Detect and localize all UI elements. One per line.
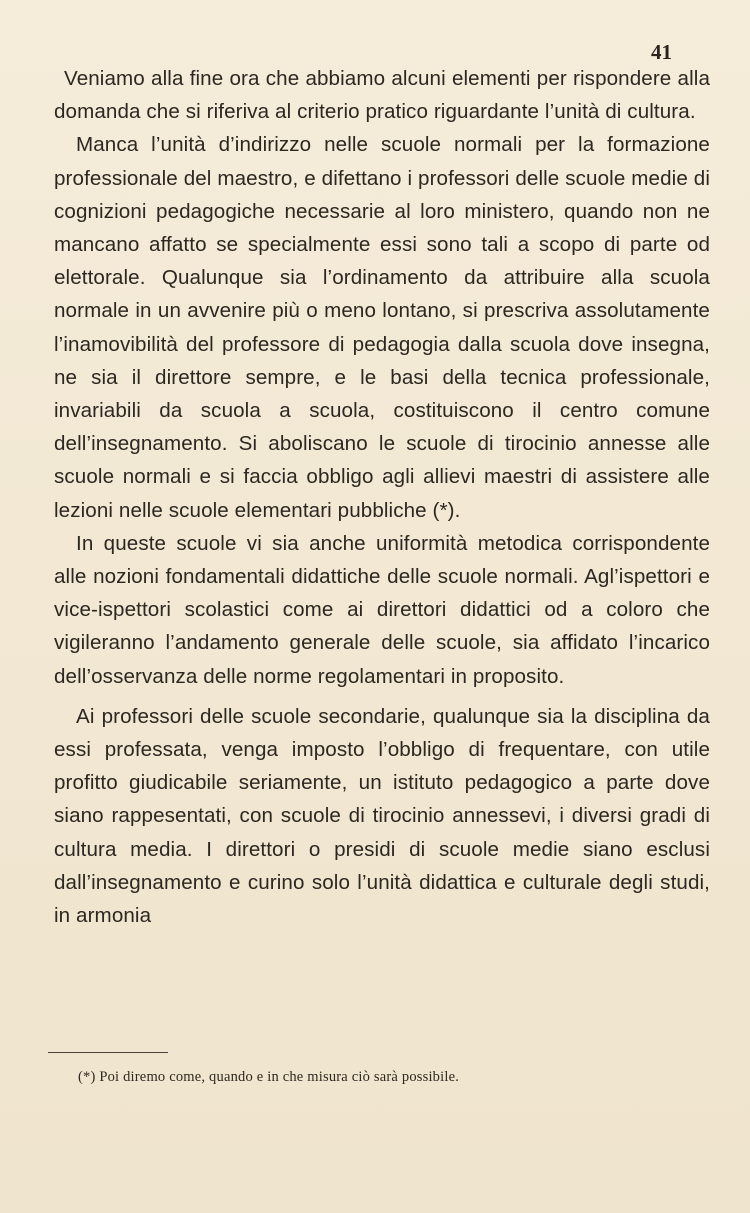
body-text (54, 62, 710, 932)
footnote-divider (48, 1052, 168, 1053)
page-number: 41 (651, 40, 672, 64)
paragraph-3: In queste scuole vi sia anche uniformità metodica corrispondente alle nozioni fondamentali didattiche delle scuole normali. Agl’ispettori e vice-ispettori scolastici come ai direttori didattici od a coloro che vigileranno l’andamento generale delle scuole, sia affidato l’incarico dell’osservanza delle norme regolamentari in proposito. (54, 531, 710, 688)
paragraph-1: Veniamo alla fine ora che abbiamo alcuni elementi per rispondere alla domanda che si riferiva al criterio pratico riguardante l’unità di cultura. (54, 67, 710, 124)
paragraph-2: Manca l’unità d’indirizzo nelle scuole normali per la formazione professionale del maestro, e difettano i professori delle scuole medie di cognizioni pedagogiche necessarie al loro ministero, quando non ne mancano affatto se specialmente essi sono tali a scopo di parte od elettorale. Qualunque sia l’ordinamento da attribuire alla scuola normale in un avvenire più o meno lontano, si prescriva assolutamente l’inamovibilità del professore di pedagogia dalla scuola dove insegna, ne sia il direttore sempre, e le basi della tecnica professionale, invariabili da scuola a scuola, costituiscono il centro comune dell’insegnamento. Si aboliscano le scuole di tirocinio annesse alle scuole normali e si faccia obbligo agli allievi maestri di assistere alle lezioni nelle scuole elementari pubbliche (*). (54, 133, 710, 522)
paragraph-4: Ai professori delle scuole secondarie, qualunque sia la disciplina da essi professata, venga imposto l’obbligo di frequentare, con utile profitto giudicabile seriamente, un istituto pedagogico a parte dove siano rappesentati, con scuole di tirocinio annessevi, i diversi gradi di cultura media. I direttori o presidi di scuole medie siano esclusi dall’insegnamento e curino solo l’unità didattica e culturale degli studi, in armonia (54, 704, 710, 928)
footnote: (*) Poi diremo come, quando e in che misura ciò sarà possibile. (78, 1069, 460, 1085)
